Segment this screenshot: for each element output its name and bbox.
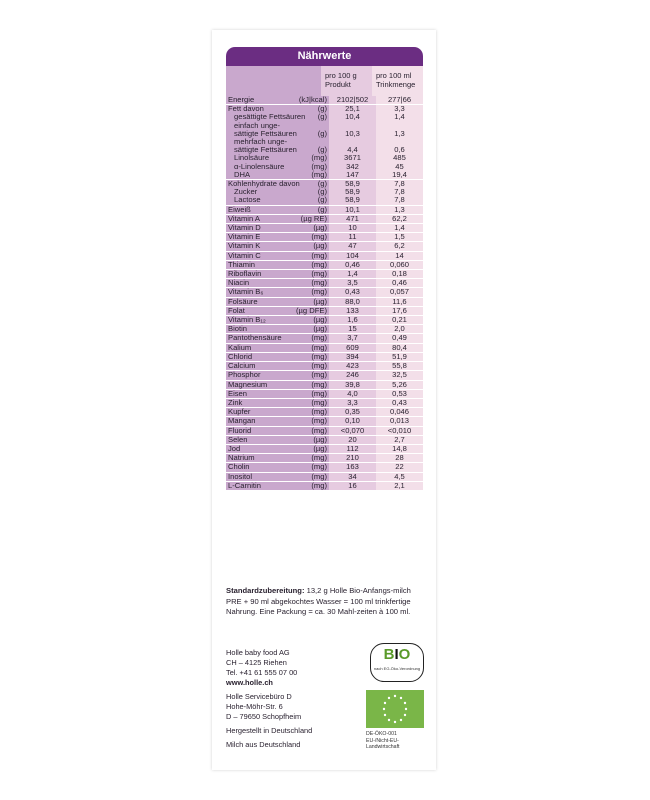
value-per-100ml: 0,060: [376, 261, 423, 269]
nutrient-unit: (kJ|kcal): [298, 95, 327, 104]
table-row: [226, 482, 423, 491]
value-per-100ml: 2,1: [376, 482, 423, 490]
value-per-100g: 10,3: [345, 128, 360, 138]
nutrient-name: Vitamin B₆: [228, 287, 264, 297]
nutrient-name: Magnesium: [228, 379, 268, 389]
value-per-100g: 163: [329, 463, 376, 471]
nutrient-name: Mangan: [228, 416, 256, 426]
nutrient-name: sättigte Fettsäuren: [234, 145, 297, 155]
nutrient-unit: (mg): [311, 250, 327, 260]
value-per-100ml: 19,4: [392, 169, 407, 179]
nutrient-name: Biotin: [228, 324, 247, 334]
nutrient-unit: (mg): [311, 416, 327, 426]
value-per-100g: 58,9: [345, 179, 360, 189]
nutrient-unit: (µg): [313, 241, 327, 251]
value-per-100ml: 6,2: [376, 242, 423, 250]
value-per-100ml: 62,2: [376, 215, 423, 223]
milk-origin-text: Milch aus Deutschland: [226, 740, 301, 749]
nutrient-name: Phosphor: [228, 370, 261, 380]
value-per-100ml: 0,057: [376, 288, 423, 296]
nutrient-name: Niacin: [228, 278, 250, 288]
nutrient-name: Vitamin E: [228, 232, 261, 242]
bio-seal-icon: BIO nach EG-Öko-Verordnung: [370, 643, 424, 682]
value-per-100g: 4,0: [329, 390, 376, 398]
nutrient-name: mehrfach unge-: [234, 137, 288, 147]
nutrient-name: Cholin: [228, 462, 250, 472]
value-per-100g: 20: [329, 436, 376, 444]
value-per-100ml: 0,046: [376, 408, 423, 416]
value-per-100g: 58,9: [345, 187, 360, 197]
nutrient-unit: (µg): [313, 324, 327, 334]
value-per-100g: 246: [329, 371, 376, 379]
value-per-100ml: 1,3: [394, 128, 405, 138]
value-per-100g: 609: [329, 344, 376, 352]
value-per-100g: 16: [329, 482, 376, 490]
value-per-100ml: 0,49: [376, 334, 423, 342]
value-per-100g: 112: [329, 445, 376, 453]
nutrient-unit: (µg): [313, 315, 327, 325]
nutrient-unit: (mg): [311, 269, 327, 279]
nutrient-unit: (g): [317, 187, 327, 197]
value-per-100ml: 51,9: [376, 353, 423, 361]
value-per-100ml: 7,8: [394, 179, 405, 189]
value-per-100g: 3,3: [329, 399, 376, 407]
nutrient-unit: (mg): [311, 361, 327, 371]
value-per-100ml: 55,8: [376, 362, 423, 370]
nutrient-name: Eiweiß: [228, 204, 251, 214]
nutrient-name: L-Carnitin: [228, 480, 261, 490]
nutrient-unit: (mg): [311, 397, 327, 407]
nutrient-unit: (mg): [311, 462, 327, 472]
value-per-100ml: 11,6: [376, 298, 423, 306]
value-per-100ml: 17,6: [376, 307, 423, 315]
value-per-100g: 1,4: [329, 270, 376, 278]
value-per-100ml: 485: [393, 153, 406, 163]
nutrient-unit: (mg): [311, 278, 327, 288]
nutrient-unit: (g): [317, 195, 327, 205]
nutrient-name: Thiamin: [228, 259, 256, 269]
nutrient-unit: (mg): [311, 153, 327, 163]
value-per-100g: 133: [329, 307, 376, 315]
value-per-100g: 104: [329, 252, 376, 260]
nutrient-unit: (mg): [311, 379, 327, 389]
nutrient-name: sättigte Fettsäuren: [234, 128, 297, 138]
value-per-100g: 11: [329, 233, 376, 241]
nutrient-name: Chlorid: [228, 351, 253, 361]
value-per-100ml: 0,21: [376, 316, 423, 324]
column-headers: [226, 66, 423, 96]
value-per-100ml: 0,6: [394, 145, 405, 155]
nutrient-unit: (mg): [311, 351, 327, 361]
value-per-100g: 394: [329, 353, 376, 361]
value-per-100ml: 28: [376, 454, 423, 462]
value-per-100ml: 22: [376, 463, 423, 471]
value-per-100g: 3671: [344, 153, 361, 163]
value-per-100ml: 7,8: [394, 195, 405, 205]
value-per-100g: 88,0: [329, 298, 376, 306]
value-per-100ml: 0,18: [376, 270, 423, 278]
nutrient-unit: (mg): [311, 169, 327, 179]
value-per-100g: 34: [329, 473, 376, 481]
value-per-100g: 0,43: [329, 288, 376, 296]
value-per-100ml: 45: [395, 161, 404, 171]
value-per-100ml: 0,53: [376, 390, 423, 398]
value-per-100g: 1,6: [329, 316, 376, 324]
value-per-100g: 10: [329, 224, 376, 232]
value-per-100ml: 0,013: [376, 417, 423, 425]
nutrient-unit: (mg): [311, 161, 327, 171]
nutrient-unit: (µg): [313, 443, 327, 453]
value-per-100g: 471: [329, 215, 376, 223]
nutrient-unit: (µg): [313, 296, 327, 306]
table-header: Nährwerte: [226, 47, 423, 66]
value-per-100g: 39,8: [329, 381, 376, 389]
nutrient-unit: (µg RE): [300, 213, 327, 223]
nutrient-unit: (µg): [313, 223, 327, 233]
nutrient-unit: (mg): [311, 407, 327, 417]
address-holle-ch: Holle baby food AG CH – 4125 Riehen Tel. +41 61 555 07 00 www.holle.ch: [226, 648, 298, 687]
nutrient-name: Fett davon: [228, 104, 264, 114]
nutrient-name: Vitamin K: [228, 241, 261, 251]
nutrient-unit: (mg): [311, 259, 327, 269]
nutrient-name: Selen: [228, 434, 248, 444]
value-per-100g: 0,46: [329, 261, 376, 269]
address-block: [226, 648, 356, 754]
value-per-100g: 0,35: [329, 408, 376, 416]
nutrient-unit: (g): [317, 112, 327, 122]
nutrient-name: Inositol: [228, 471, 253, 481]
nutrient-name: Vitamin D: [228, 223, 261, 233]
value-per-100ml: 3,3: [394, 104, 405, 114]
nutrient-name: Kalium: [228, 342, 252, 352]
made-in-text: Hergestellt in Deutschland: [226, 726, 313, 735]
value-per-100g: 10,4: [345, 112, 360, 122]
nutrient-name: Natrium: [228, 453, 255, 463]
nutrient-name: Pantothensäure: [228, 333, 282, 343]
value-per-100ml: 5,26: [376, 381, 423, 389]
value-per-100g: 2102|502: [329, 96, 376, 104]
table-row: [226, 180, 423, 206]
nutrient-name: Zucker: [234, 187, 258, 197]
nutrient-name: Vitamin C: [228, 250, 261, 260]
eu-organic-leaf-icon: [366, 690, 424, 728]
nutrient-name: Zink: [228, 397, 243, 407]
nutrient-name: Riboflavin: [228, 269, 262, 279]
value-per-100ml: 2,0: [376, 325, 423, 333]
value-per-100ml: 4,5: [376, 473, 423, 481]
column-header-per-100ml: pro 100 ml Trinkmenge: [372, 66, 423, 96]
nutrient-unit: (mg): [311, 342, 327, 352]
value-per-100g: 3,7: [329, 334, 376, 342]
nutrient-unit: (mg): [311, 287, 327, 297]
nutrition-table: [226, 66, 423, 491]
value-per-100g: 3,5: [329, 279, 376, 287]
nutrient-unit: (g): [317, 204, 327, 214]
value-per-100g: 25,1: [345, 104, 360, 114]
nutrient-name: DHA: [234, 169, 251, 179]
nutrient-unit: (mg): [311, 232, 327, 242]
nutrient-unit: (mg): [311, 370, 327, 380]
value-per-100ml: 277|66: [376, 96, 423, 104]
value-per-100g: 423: [329, 362, 376, 370]
address-holle-de: Holle Servicebüro D Hohe-Möhr-Str. 6 D – 79650 Schopfheim: [226, 692, 302, 721]
value-per-100ml: 1,4: [394, 112, 405, 122]
nutrient-unit: (µg DFE): [296, 305, 327, 315]
value-per-100ml: 80,4: [376, 344, 423, 352]
nutrient-unit: (mg): [311, 453, 327, 463]
value-per-100g: 47: [329, 242, 376, 250]
nutrient-unit: (g): [317, 128, 327, 138]
value-per-100g: 147: [346, 169, 359, 179]
value-per-100g: 210: [329, 454, 376, 462]
table-row: [226, 105, 423, 180]
nutrient-name: Linolsäure: [234, 153, 270, 163]
nutrient-name: Fluorid: [228, 425, 252, 435]
nutrient-unit: (g): [317, 179, 327, 189]
nutrient-name: Jod: [228, 443, 241, 453]
value-per-100ml: 14,8: [376, 445, 423, 453]
website-link[interactable]: www.holle.ch: [226, 678, 273, 687]
column-header-per-100g: pro 100 g Produkt: [321, 66, 372, 96]
nutrient-name: Energie: [228, 95, 255, 104]
nutrient-name: Eisen: [228, 388, 247, 398]
nutrient-name: Folsäure: [228, 296, 258, 306]
eu-control-text: DE-ÖKO-001 EU-/Nicht-EU- Landwirtschaft: [366, 731, 400, 750]
nutrient-unit: (mg): [311, 333, 327, 343]
value-per-100ml: 1,3: [376, 206, 423, 214]
nutrient-unit: (mg): [311, 388, 327, 398]
nutrient-name: Vitamin A: [228, 213, 260, 223]
nutrient-name: Kohlenhydrate davon: [228, 179, 300, 189]
value-per-100g: 15: [329, 325, 376, 333]
nutrient-name: Calcium: [228, 361, 256, 371]
value-per-100g: 342: [346, 161, 359, 171]
value-per-100g: 10,1: [329, 206, 376, 214]
nutrient-name: gesättigte Fettsäuren: [234, 112, 306, 122]
value-per-100g: 0,10: [329, 417, 376, 425]
nutrient-name: Kupfer: [228, 407, 251, 417]
value-per-100ml: <0,010: [376, 427, 423, 435]
nutrient-unit: (g): [317, 145, 327, 155]
value-per-100g: 58,9: [345, 195, 360, 205]
nutrient-unit: (µg): [313, 434, 327, 444]
value-per-100ml: 0,46: [376, 279, 423, 287]
table-body: [226, 96, 423, 491]
nutrient-name: α-Linolensäure: [234, 161, 285, 171]
nutrient-unit: (mg): [311, 425, 327, 435]
nutrient-unit: (g): [317, 104, 327, 114]
nutrient-unit: (mg): [311, 480, 327, 490]
nutrient-name: einfach unge-: [234, 120, 281, 130]
value-per-100g: <0,070: [329, 427, 376, 435]
value-per-100ml: 0,43: [376, 399, 423, 407]
value-per-100g: 4,4: [347, 145, 358, 155]
value-per-100ml: 2,7: [376, 436, 423, 444]
preparation-text: Standardzubereitung: 13,2 g Holle Bio-Anfangs-milch PRE + 90 ml abgekochtes Wasser = 100 ml trinkfertige Nahrung. Eine Packung = ca. 30 Mahl-zeiten à 100 ml.: [226, 586, 411, 616]
value-per-100ml: 14: [376, 252, 423, 260]
value-per-100ml: 1,4: [376, 224, 423, 232]
nutrient-unit: (mg): [311, 471, 327, 481]
nutrient-name: Lactose: [234, 195, 261, 205]
nutrient-name: Vitamin B₁₂: [228, 315, 266, 325]
value-per-100ml: 32,5: [376, 371, 423, 379]
value-per-100ml: 1,5: [376, 233, 423, 241]
nutrient-name: Folat: [228, 305, 245, 315]
value-per-100ml: 7,8: [394, 187, 405, 197]
